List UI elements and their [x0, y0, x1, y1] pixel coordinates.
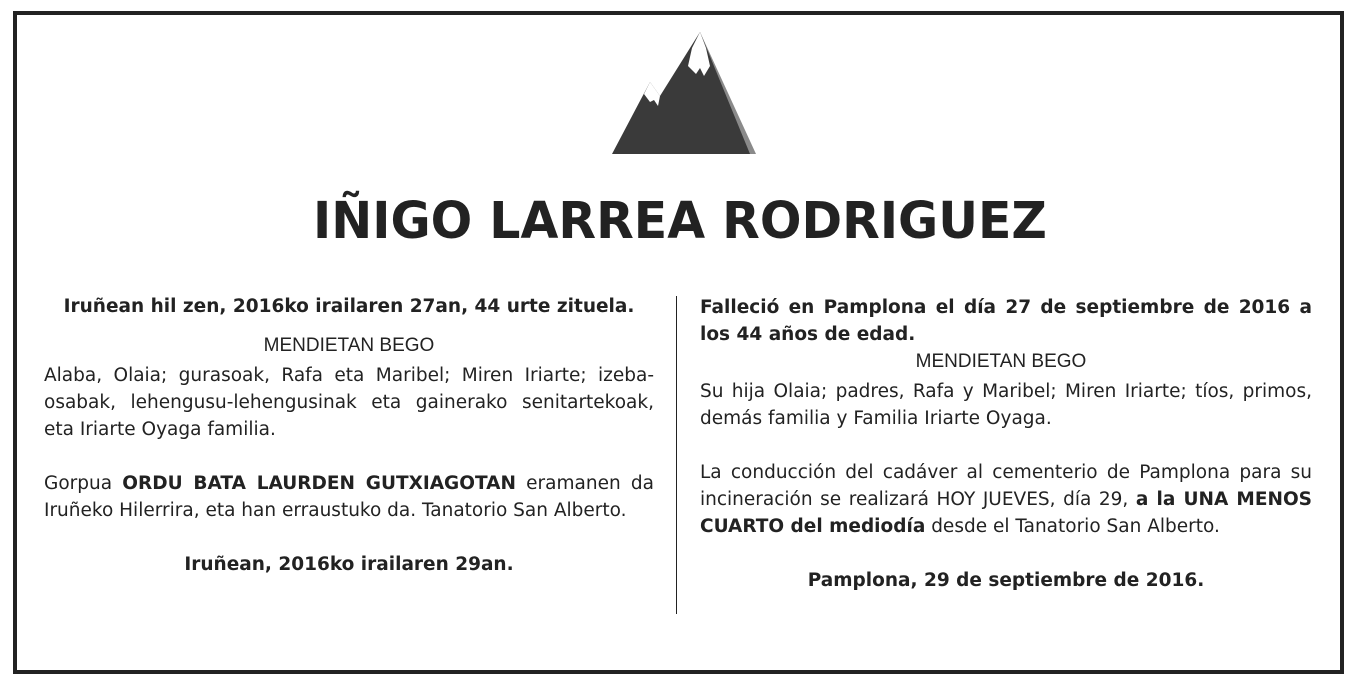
name-line: MENDIETAN BEGO [263, 335, 435, 356]
basque-column [44, 293, 654, 578]
death-notice: Falleció en Pamplona el día 27 de septiembre de 2016 a los 44 años de edad. [700, 297, 1312, 345]
family-text: Alaba, Olaia; gurasoak, Rafa eta Maribel; Miren Iriarte; izeba-osabak, lehengusu-lehengusinak eta gainerako senitartekoak, eta Iriarte Oyaga familia. [44, 365, 654, 440]
funeral-time: ORDU BATA LAURDEN GUTXIAGOTAN [122, 473, 516, 494]
place-date: Pamplona, 29 de septiembre de 2016. [807, 570, 1205, 591]
family-text: Su hija Olaia; padres, Rafa y Maribel; Miren Iriarte; tíos, primos, demás familia y Familia Iriarte Oyaga. [700, 381, 1312, 429]
funeral-text-pre: La conducción del cadáver al cementerio de Pamplona para su incineración se realizará HOY JUEVES, día 29, [700, 462, 1312, 510]
column-divider [676, 296, 677, 614]
funeral-text-post: desde el Tanatorio San Alberto. [925, 516, 1220, 537]
funeral-text [44, 470, 654, 524]
deceased-name: IÑIGO LARREA RODRIGUEZ [313, 192, 1047, 251]
funeral-text [700, 459, 1312, 540]
place-date: Iruñean, 2016ko irailaren 29an. [184, 554, 514, 575]
death-notice: Iruñean hil zen, 2016ko irailaren 27an, 44 urte zituela. [63, 296, 635, 317]
name-line: MENDIETAN BEGO [915, 351, 1087, 372]
funeral-text-pre: Gorpua [44, 473, 123, 494]
funeral-time: a la UNA MENOS CUARTO del mediodía [700, 489, 1312, 537]
funeral-text-post: eramanen da Iruñeko Hilerrira, eta han erraustuko da. Tanatorio San Alberto. [44, 473, 654, 521]
spanish-column [700, 294, 1312, 594]
mountain-icon [610, 30, 756, 156]
